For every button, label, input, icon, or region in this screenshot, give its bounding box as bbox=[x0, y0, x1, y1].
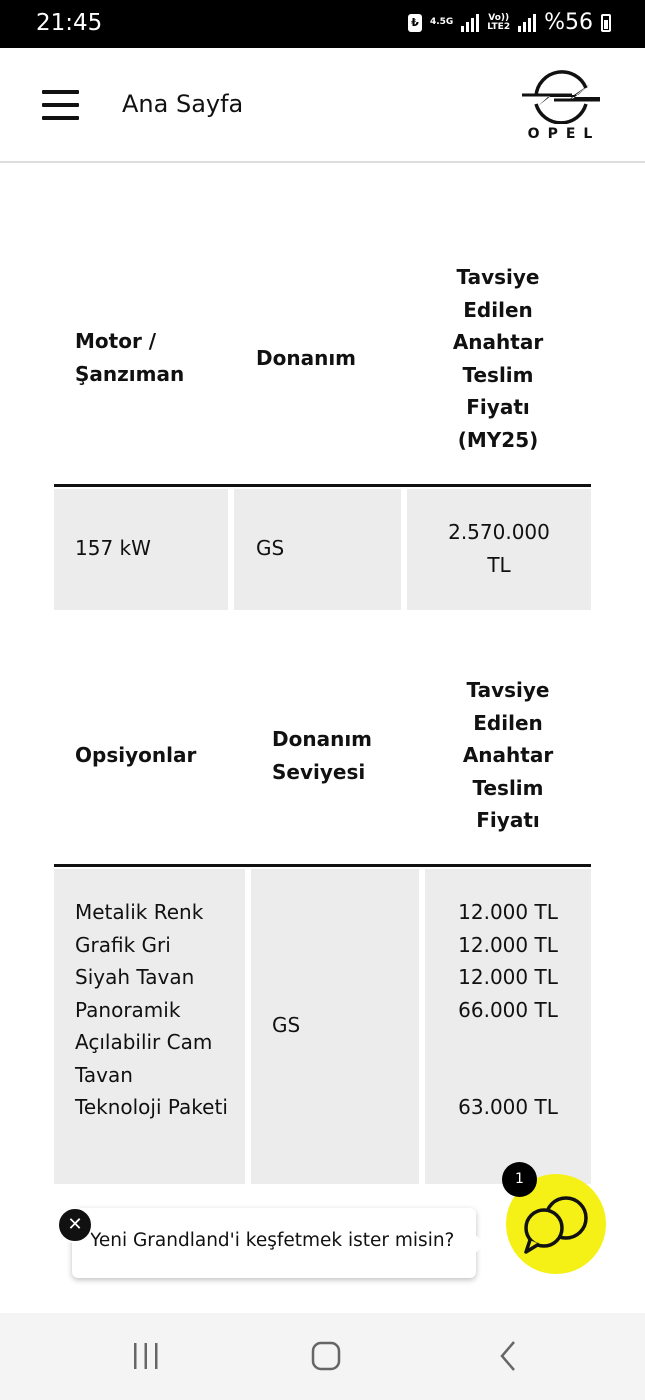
opt-level-value: GS bbox=[272, 1013, 301, 1037]
chat-prompt-text: Yeni Grandland'i keşfetmek ister misin? bbox=[90, 1230, 455, 1251]
price-cell-fiyat bbox=[407, 489, 591, 610]
volte-label bbox=[487, 14, 510, 32]
chat-prompt-bubble[interactable] bbox=[72, 1208, 476, 1278]
network-4g-label: 4.5G bbox=[429, 17, 454, 27]
battery-percent: %56 bbox=[544, 10, 593, 35]
opt-cell-level bbox=[251, 869, 419, 1184]
opt-price: 66.000 TL bbox=[458, 997, 558, 1022]
opt-col-donanim-seviyesi: Donanım Seviyesi bbox=[272, 727, 373, 784]
opel-logo[interactable] bbox=[518, 68, 604, 148]
opt-item: Teknoloji Paketi bbox=[75, 1095, 228, 1119]
chat-badge: 1 bbox=[502, 1162, 537, 1197]
opt-item: Panoramik Açılabilir Cam Tavan bbox=[75, 997, 213, 1087]
options-table bbox=[54, 670, 591, 1184]
menu-icon[interactable] bbox=[42, 90, 79, 120]
price-col-fiyat: Tavsiye Edilen Anahtar Teslim Fiyatı (MY25) bbox=[452, 265, 544, 452]
price-table bbox=[54, 258, 591, 610]
opel-lightning-icon bbox=[518, 68, 604, 124]
price-col-motor: Motor / Şanzıman bbox=[75, 329, 185, 386]
back-icon bbox=[488, 1339, 528, 1373]
price-col-donanim: Donanım bbox=[256, 346, 357, 370]
opt-prices bbox=[443, 896, 573, 1124]
opt-price: 12.000 TL bbox=[458, 932, 558, 957]
app-notification-icon: ₺ bbox=[408, 14, 422, 32]
opt-col-fiyat: Tavsiye Edilen Anahtar Teslim Fiyatı bbox=[462, 678, 554, 832]
opt-item: Grafik Gri bbox=[75, 932, 171, 957]
page-title[interactable]: Ana Sayfa bbox=[122, 90, 244, 118]
opt-price: 63.000 TL bbox=[458, 1095, 558, 1119]
status-time: 21:45 bbox=[36, 10, 103, 36]
opt-item: Siyah Tavan bbox=[75, 965, 195, 989]
price-cell-donanim bbox=[234, 489, 401, 610]
opt-cell-prices bbox=[425, 869, 591, 1184]
home-icon bbox=[306, 1339, 346, 1373]
opt-price-spacer bbox=[443, 1026, 573, 1091]
price-cell-motor bbox=[54, 489, 228, 610]
close-chat-prompt-button[interactable]: ✕ bbox=[57, 1207, 93, 1243]
opt-header-rule bbox=[54, 864, 591, 867]
status-bar bbox=[0, 0, 645, 48]
volte-bottom: LTE2 bbox=[487, 21, 511, 32]
opt-price: 12.000 TL bbox=[458, 965, 558, 989]
recent-apps-button[interactable] bbox=[126, 1339, 166, 1373]
opt-price: 12.000 TL bbox=[458, 900, 558, 924]
back-button[interactable] bbox=[488, 1339, 528, 1373]
brand-text: OPEL bbox=[527, 126, 601, 142]
price-motor-value: 157 kW bbox=[75, 536, 151, 560]
home-button[interactable] bbox=[306, 1339, 346, 1373]
price-donanim-value: GS bbox=[256, 536, 285, 560]
opt-col-opsiyonlar: Opsiyonlar bbox=[75, 743, 197, 767]
battery-icon bbox=[601, 14, 611, 32]
recent-apps-icon bbox=[126, 1339, 166, 1373]
status-icons bbox=[408, 10, 611, 35]
price-header-rule bbox=[54, 484, 591, 487]
opt-item: Metalik Renk bbox=[75, 900, 204, 924]
signal-icon-2 bbox=[518, 14, 536, 32]
opt-cell-list bbox=[54, 869, 245, 1184]
app-header bbox=[0, 48, 645, 163]
opt-list bbox=[75, 896, 235, 1124]
volte-top: Vo)) bbox=[488, 12, 510, 23]
price-fiyat-value: 2.570.000 TL bbox=[448, 520, 550, 577]
signal-icon bbox=[461, 14, 479, 32]
system-nav-bar bbox=[0, 1313, 645, 1400]
